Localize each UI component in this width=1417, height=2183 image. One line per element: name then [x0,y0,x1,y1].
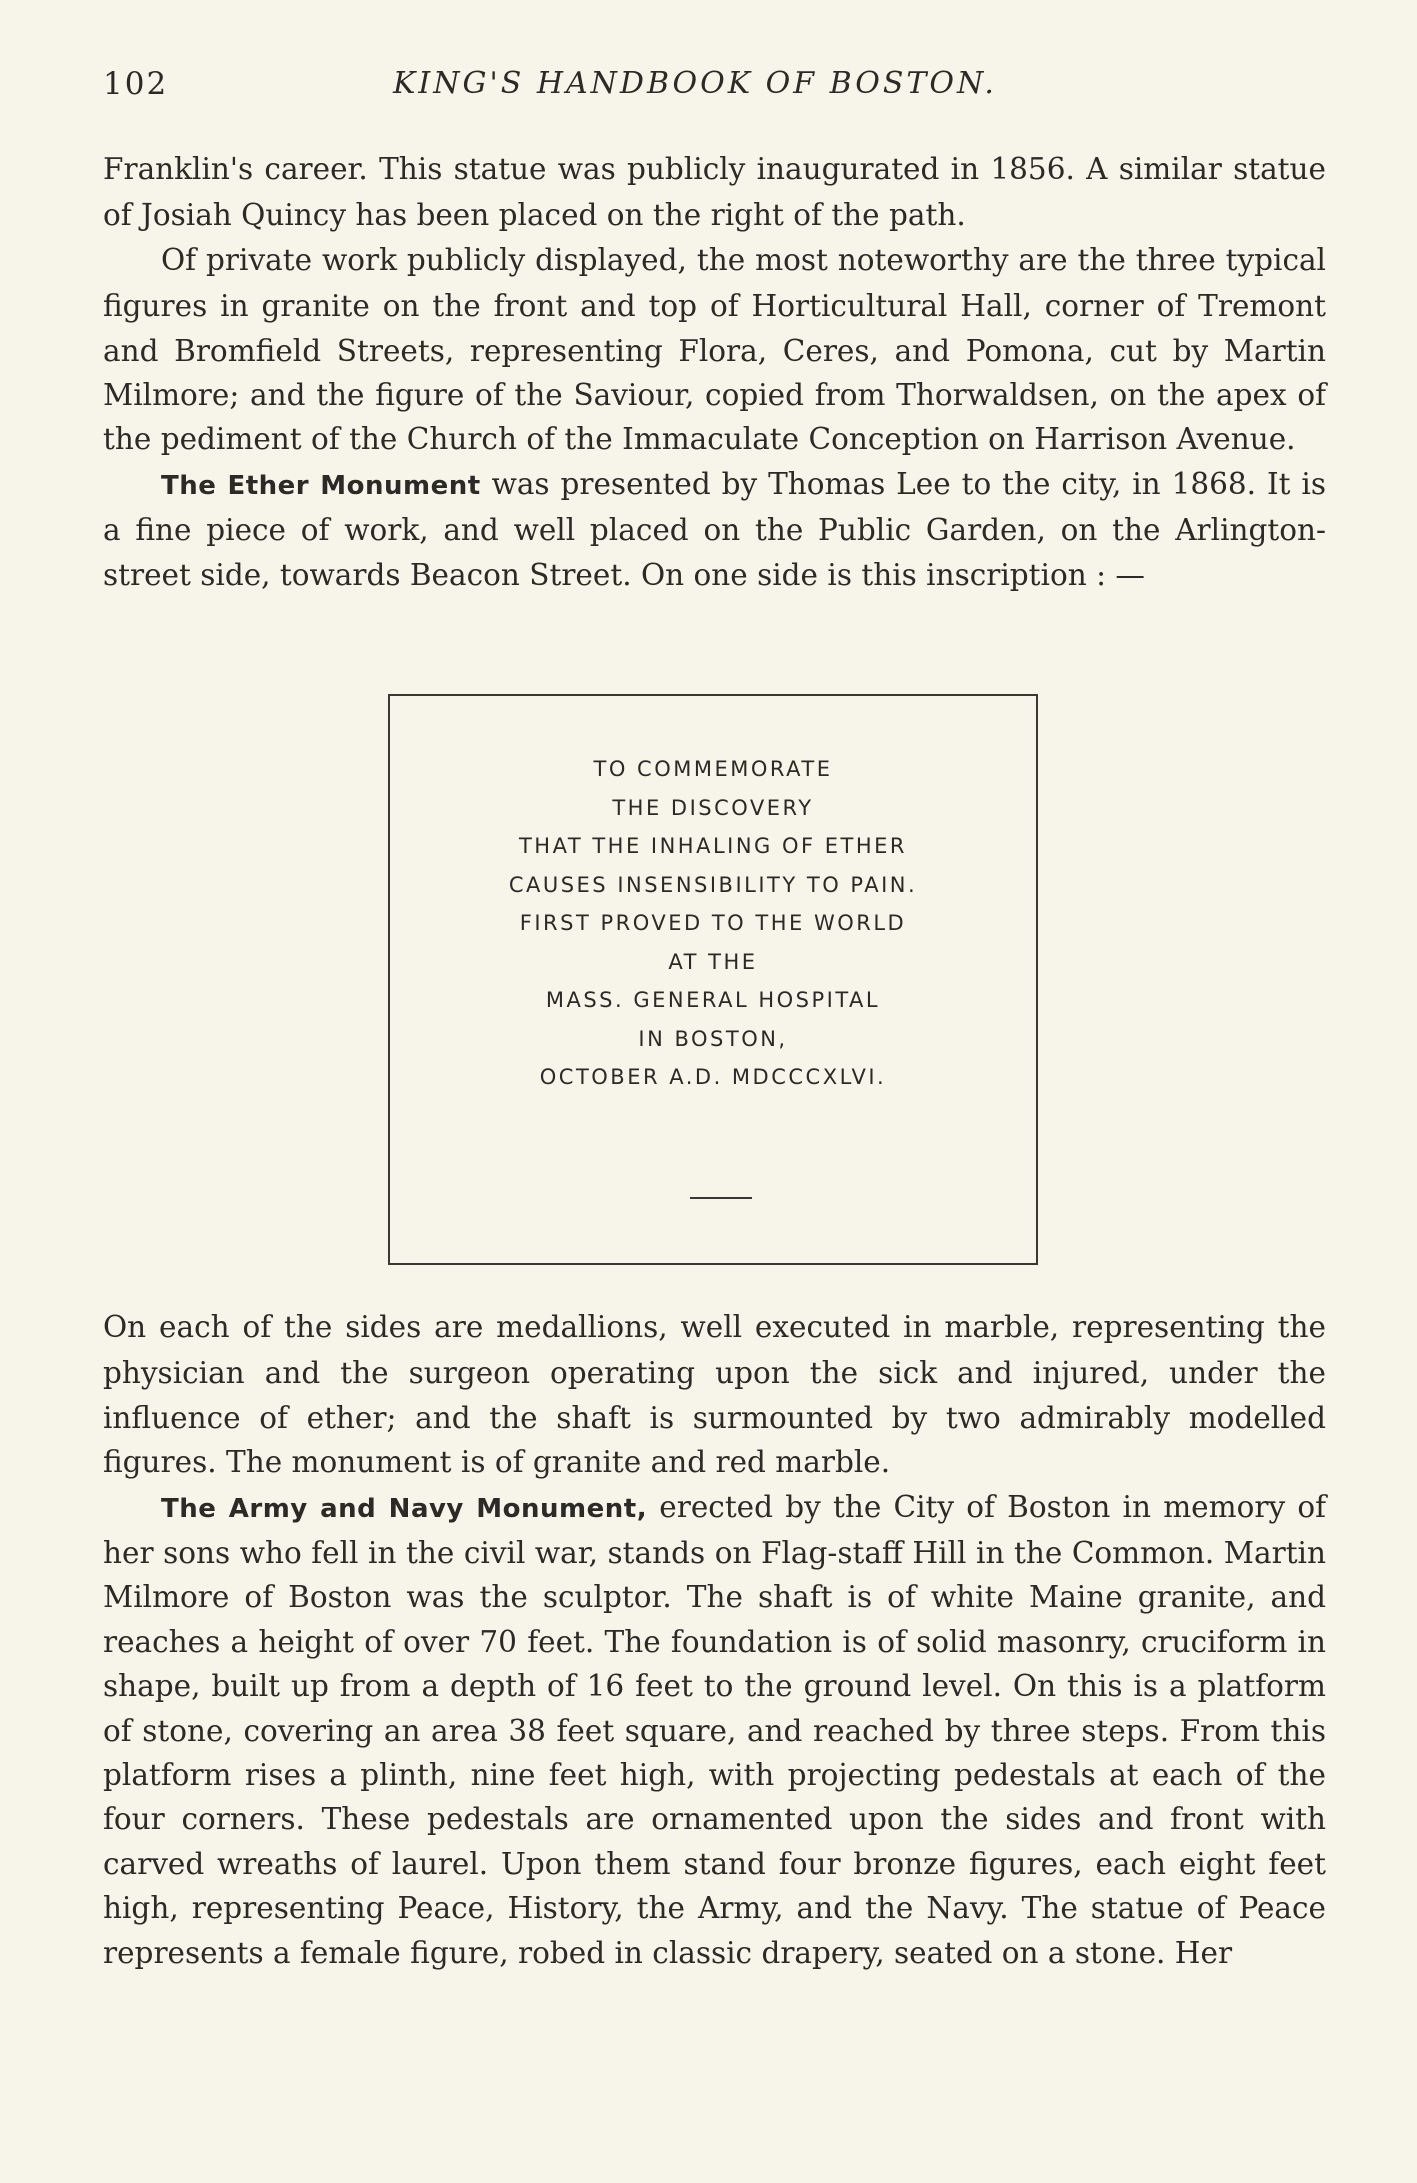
paragraph [103,1305,1326,1485]
paragraph [103,147,1326,238]
inscription-line: THE DISCOVERY [612,795,814,820]
paragraph-text: Of private work publicly displayed, the most noteworthy are the three typical figures in granite on the front and top of Horticultural Hall, corner of Tremont and Bromfield Streets, representing Flora, Ceres, and Pomona, cut by Martin Milmore; and the figure of the Saviour, copied from Thorwaldsen, on the apex of the pediment of the Church of the Immaculate Conception on Harrison Avenue. [103,242,1326,457]
inscription-line: MASS. GENERAL HOSPITAL [545,988,881,1012]
text-block-bottom [103,1305,1326,1975]
paragraph [103,1485,1326,1975]
inscription-line: AT THE [668,949,758,974]
inscription-line: FIRST PROVED TO THE WORLD [519,911,907,935]
paragraph-lead: The Army and Navy Monument, [161,1493,648,1524]
text-block-top [103,147,1326,597]
paragraph-text: erected by the City of Boston in memory of her sons who fell in the civil war, stands on Flag-staff Hill in the Common. Martin Milmore of Boston was the sculptor. The shaft is of white Maine granite, and reaches a height of over 70 feet. The foundation is of solid masonry, cruciform in shape, built up from a depth of 16 feet to the ground level. On this is a platform of stone, covering an area 38 feet square, and reached by three steps. From this platform rises a plinth, nine feet high, with projecting pedestals at each of the four corners. These pedestals are ornamented upon the sides and front with carved wreaths of laurel. Upon them stand four bronze figures, each eight feet high, representing Peace, History, the Army, and the Navy. The statue of Peace represents a female figure, robed in classic drapery, seated on a stone. Her [103,1489,1327,1970]
paragraph-text: On each of the sides are medallions, well executed in marble, representing the physician and the surgeon operating upon the sick and injured, under the influence of ether; and the shaft is surmounted by two admirably modelled figures. The monument is of granite and red marble. [103,1310,1326,1480]
inscription-text [390,750,1036,1097]
inscription-divider [690,1197,752,1199]
inscription-line: IN BOSTON, [638,1026,788,1051]
paragraph-lead: The Ether Monument [161,470,481,501]
paragraph [103,238,1326,462]
paragraph [103,462,1326,597]
inscription-line: OCTOBER A.D. MDCCCXLVI. [539,1065,887,1089]
page-number: 102 [103,66,169,102]
paragraph-text: Franklin's career. This statue was publicly inaugurated in 1856. A similar statue of Josiah Quincy has been placed on the right of the path. [103,152,1326,233]
inscription-box [388,694,1038,1265]
inscription-line: CAUSES INSENSIBILITY TO PAIN. [508,872,918,897]
paragraph-text: was presented by Thomas Lee to the city, in 1868. It is a fine piece of work, and well placed on the Public Garden, on the Arlington-street side, towards Beacon Street. On one side is this inscription : — [103,466,1326,592]
inscription-line: THAT THE INHALING OF ETHER [518,834,908,858]
running-title: KING'S HANDBOOK OF BOSTON. [393,66,997,101]
page-header [103,66,1323,106]
inscription-line: TO COMMEMORATE [593,757,833,781]
